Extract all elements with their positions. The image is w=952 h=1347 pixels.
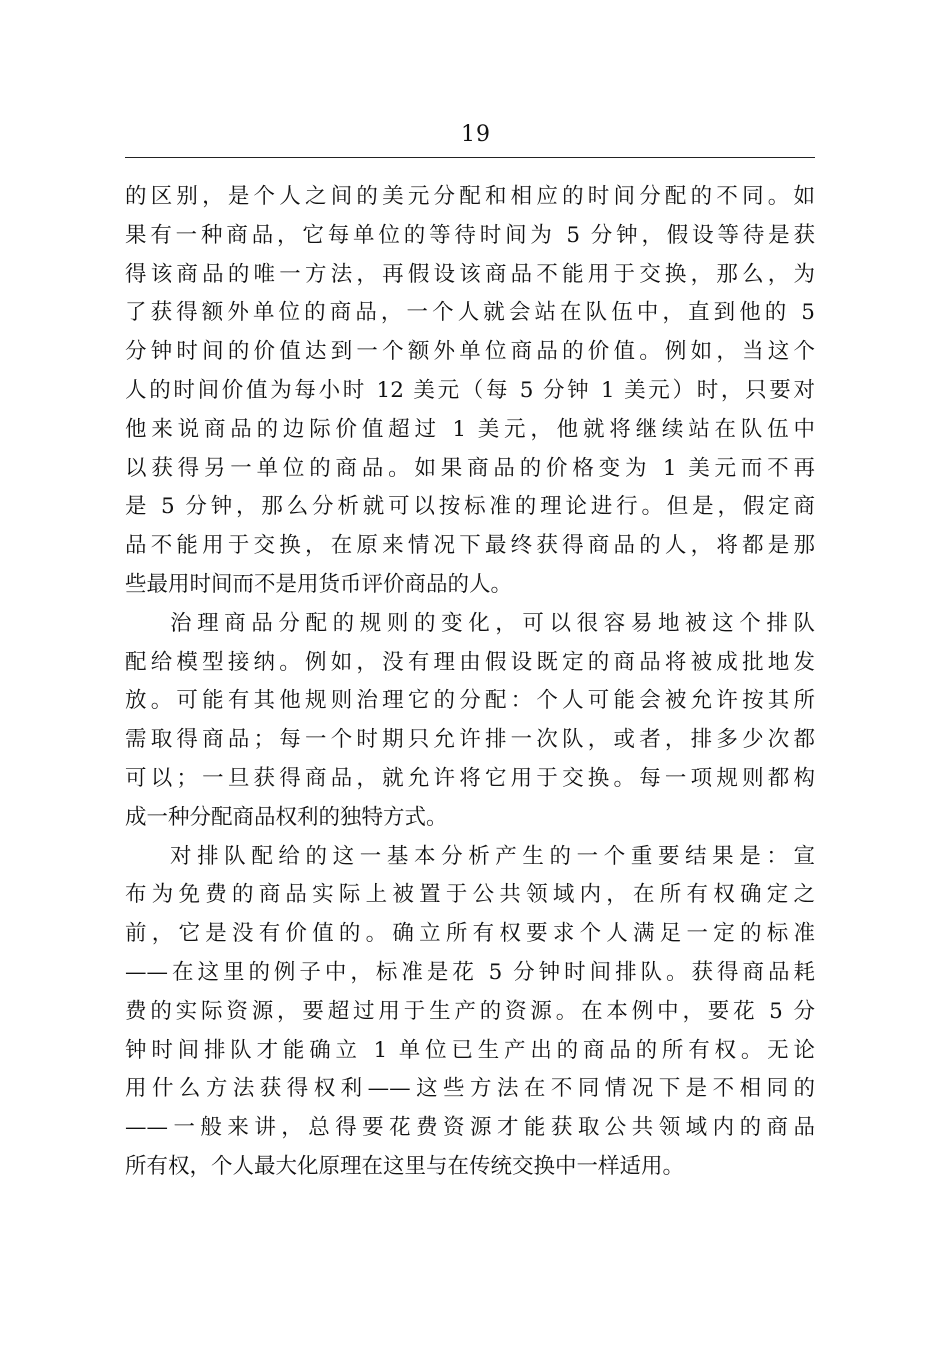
text-line: 以获得另一单位的商品。如果商品的价格变为 1 美元而不再 [125,455,815,481]
text-line: 些最用时间而不是用货币评价商品的人。 [125,571,513,597]
text-line: 分钟时间的价值达到一个额外单位商品的价值。例如，当这个 [125,339,815,365]
paragraph-2 [125,605,815,838]
text-line: 布为免费的商品实际上被置于公共领域内，在所有权确定之 [125,882,815,908]
paragraph-3 [125,838,815,1187]
page-number: 19 [461,122,491,147]
text-line: ——在这里的例子中，标准是花 5 分钟时间排队。获得商品耗 [125,959,815,985]
header-rule [125,157,815,158]
text-line: ——一般来讲，总得要花费资源才能获取公共领域内的商品 [125,1115,815,1141]
text-line: 人的时间价值为每小时 12 美元（每 5 分钟 1 美元）时，只要对 [125,377,815,403]
text-line: 果有一种商品，它每单位的等待时间为 5 分钟，假设等待是获 [125,222,815,248]
text-line: 所有权，个人最大化原理在这里与在传统交换中一样适用。 [125,1153,685,1179]
text-line: 了获得额外单位的商品，一个人就会站在队伍中，直到他的 5 [125,300,815,326]
text-line: 是 5 分钟，那么分析就可以按标准的理论进行。但是，假定商 [125,494,815,520]
text-line: 可以；一旦获得商品，就允许将它用于交换。每一项规则都构 [125,765,815,791]
text-line: 前，它是没有价值的。确立所有权要求个人满足一定的标准 [125,921,815,947]
text-line: 需取得商品；每一个时期只允许排一次队，或者，排多少次都 [125,727,815,753]
text-line: 钟时间排队才能确立 1 单位已生产出的商品的所有权。无论 [125,1037,815,1063]
text-line: 得该商品的唯一方法，再假设该商品不能用于交换，那么，为 [125,261,815,287]
text-line: 治理商品分配的规则的变化，可以很容易地被这个排队 [170,610,815,636]
text-line: 配给模型接纳。例如，没有理由假设既定的商品将被成批地发 [125,649,815,675]
text-line: 用什么方法获得权利——这些方法在不同情况下是不相同的 [125,1076,815,1102]
text-line: 的区别，是个人之间的美元分配和相应的时间分配的不同。如 [125,184,815,209]
body-text [125,178,815,1187]
text-line: 成一种分配商品权利的独特方式。 [125,804,448,830]
text-line: 费的实际资源，要超过用于生产的资源。在本例中，要花 5 分 [125,998,815,1024]
text-line: 放。可能有其他规则治理它的分配：个人可能会被允许按其所 [125,688,815,714]
text-line: 对排队配给的这一基本分析产生的一个重要结果是：宣 [170,843,815,869]
text-line: 他来说商品的边际价值超过 1 美元，他就将继续站在队伍中 [125,416,815,442]
text-line: 品不能用于交换，在原来情况下最终获得商品的人，将都是那 [125,533,815,559]
paragraph-1 [125,178,815,605]
